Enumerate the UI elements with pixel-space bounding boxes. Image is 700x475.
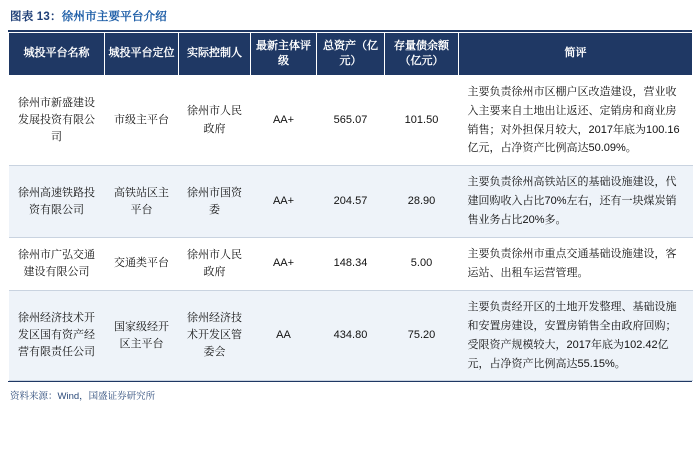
- figure-caption: [10, 8, 692, 24]
- column-header-controller: 实际控制人: [179, 33, 251, 76]
- cell-comment: 主要负责徐州市重点交通基础设施建设，客运站、出租车运营管理。: [459, 238, 693, 291]
- cell-position: 市级主平台: [105, 75, 179, 166]
- figure-caption-title: 徐州市主要平台介绍: [61, 11, 167, 23]
- cell-bonds: 5.00: [385, 238, 459, 291]
- cell-bonds: 101.50: [385, 75, 459, 166]
- cell-controller: 徐州经济技术开发区管委会: [179, 290, 251, 381]
- figure-caption-label: 图表 13：: [10, 11, 62, 23]
- table-row: [9, 166, 693, 238]
- table-row: [9, 75, 693, 166]
- column-header-bonds: 存量债余额（亿元）: [385, 33, 459, 76]
- cell-rating: AA: [251, 290, 317, 381]
- cell-assets: 434.80: [317, 290, 385, 381]
- cell-name: 徐州经济技术开发区国有资产经营有限责任公司: [9, 290, 105, 381]
- column-header-position: 城投平台定位: [105, 33, 179, 76]
- cell-assets: 204.57: [317, 166, 385, 238]
- cell-position: 高铁站区主平台: [105, 166, 179, 238]
- column-header-comment: 简评: [459, 33, 693, 76]
- cell-rating: AA+: [251, 75, 317, 166]
- cell-controller: 徐州市人民政府: [179, 238, 251, 291]
- cell-name: 徐州市新盛建设发展投资有限公司: [9, 75, 105, 166]
- table-row: [9, 238, 693, 291]
- column-header-assets: 总资产（亿元）: [317, 33, 385, 76]
- cell-bonds: 75.20: [385, 290, 459, 381]
- cell-controller: 徐州市人民政府: [179, 75, 251, 166]
- cell-assets: 565.07: [317, 75, 385, 166]
- cell-comment: 主要负责经开区的土地开发整理、基础设施和安置房建设，安置房销售全由政府回购；受限资产规模较大，2017年底为102.42亿元，占净资产比例高达55.15%。: [459, 290, 693, 381]
- cell-position: 交通类平台: [105, 238, 179, 291]
- cell-assets: 148.34: [317, 238, 385, 291]
- cell-controller: 徐州市国资委: [179, 166, 251, 238]
- column-header-name: 城投平台名称: [9, 33, 105, 76]
- cell-name: 徐州市广弘交通建设有限公司: [9, 238, 105, 291]
- cell-position: 国家级经开区主平台: [105, 290, 179, 381]
- cell-name: 徐州高速铁路投资有限公司: [9, 166, 105, 238]
- cell-rating: AA+: [251, 238, 317, 291]
- platform-table: [8, 32, 693, 381]
- column-header-rating: 最新主体评级: [251, 33, 317, 76]
- cell-comment: 主要负责徐州高铁站区的基础设施建设，代建回购收入占比70%左右，还有一块煤炭销售业务占比20%多。: [459, 166, 693, 238]
- table-bottom-rule: [8, 381, 692, 382]
- source-note: 资料来源：Wind，国盛证券研究所: [10, 391, 156, 403]
- cell-comment: 主要负责徐州市区棚户区改造建设，营业收入主要来自土地出让返还、定销房和商业房销售；对外担保月较大，2017年底为100.16亿元，占净资产比例高达50.09%。: [459, 75, 693, 166]
- table-header-row: [9, 33, 693, 76]
- table-row: [9, 290, 693, 381]
- cell-rating: AA+: [251, 166, 317, 238]
- cell-bonds: 28.90: [385, 166, 459, 238]
